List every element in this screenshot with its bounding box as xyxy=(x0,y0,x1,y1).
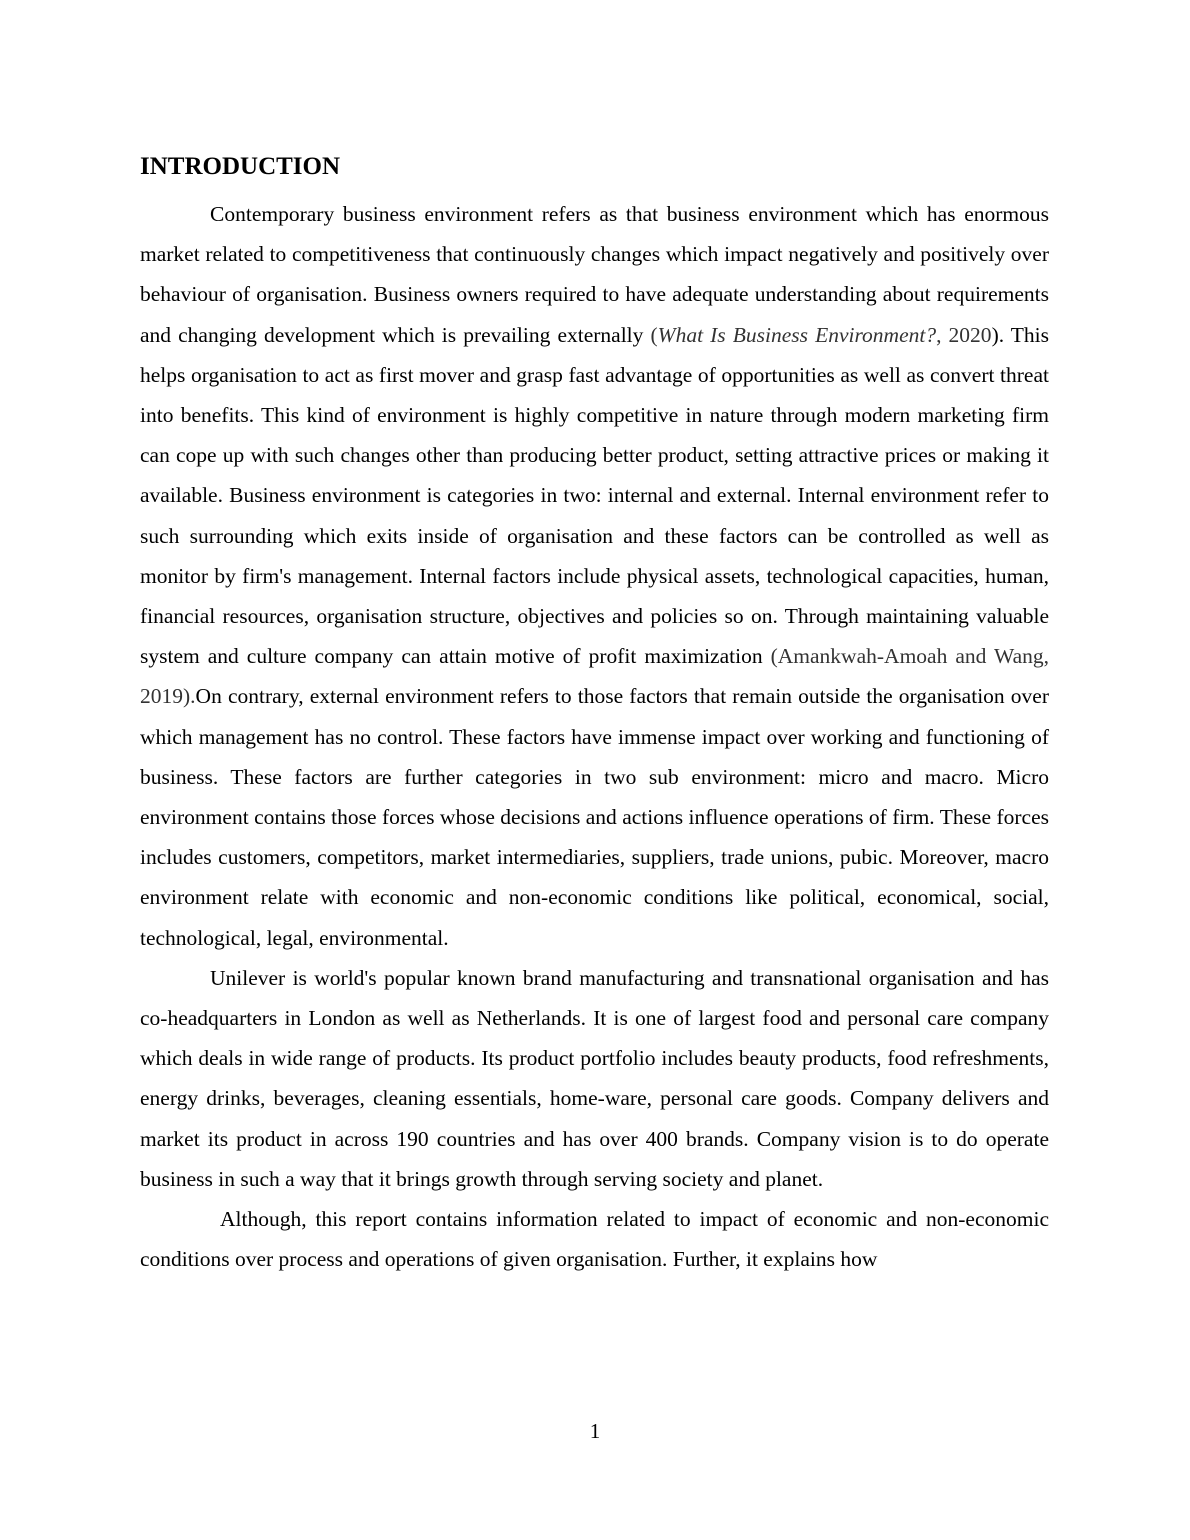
paragraph-1-text-c: On contrary, external environment refers to those factors that remain outside the organisation over which management has no control. These factors have immense impact over working and functioning of business. These factors are further categories in two sub environment: micro and macro. Micro environment contains those forces whose decisions and actions influence operations of firm. These forces includes customers, competitors, market intermediaries, suppliers, trade unions, pubic. Moreover, macro environment relate with economic and non-economic conditions like political, economical, social, technological, legal, environmental. xyxy=(140,684,1049,950)
paragraph-1-text-b: ). This helps organisation to act as first mover and grasp fast advantage of opportunities as well as convert threat into benefits. This kind of environment is highly competitive in nature through modern marketing firm can cope up with such changes other than producing better product, setting attractive prices or making it available. Business environment is categories in two: internal and external. Internal environment refer to such surrounding which exits inside of organisation and these factors can be controlled as well as monitor by firm's management. Internal factors include physical assets, technological capacities, human, financial resources, organisation structure, objectives and policies so on. Through maintaining valuable system and culture company can attain motive of profit maximization xyxy=(140,322,1050,669)
citation-2: (Amankwah-Amoah and Wang, 2019). xyxy=(140,644,1050,709)
citation-1-open: ( xyxy=(650,322,658,347)
page-content xyxy=(140,150,1049,1279)
paragraph-2: Unilever is world's popular known brand manufacturing and transnational organisation and has co-headquarters in London as well as Netherlands. It is one of largest food and personal care company which deals in wide range of products. Its product portfolio includes beauty products, food refreshments, energy drinks, beverages, cleaning essentials, home-ware, personal care goods. Company delivers and market its product in across 190 countries and has over 400 brands. Company vision is to do operate business in such a way that it brings growth through serving society and planet. xyxy=(140,965,1049,1191)
citation-1-year: , 2020 xyxy=(936,322,992,347)
paragraph-3: Although, this report contains information related to impact of economic and non-economic conditions over process and operations of given organisation. Further, it explains how xyxy=(140,1207,1049,1272)
citation-1-title: What Is Business Environment? xyxy=(657,322,937,347)
paragraph-1-text-a: Contemporary business environment refers as that business environment which has enormous market related to competitiveness that continuously changes which impact negatively and positively over behaviour of organisation. Business owners required to have adequate understanding about requirements and changing development which is prevailing externally xyxy=(140,202,1049,347)
paragraph-1 xyxy=(140,194,1049,958)
section-heading: INTRODUCTION xyxy=(140,153,341,180)
page-number: 1 xyxy=(589,1419,601,1443)
